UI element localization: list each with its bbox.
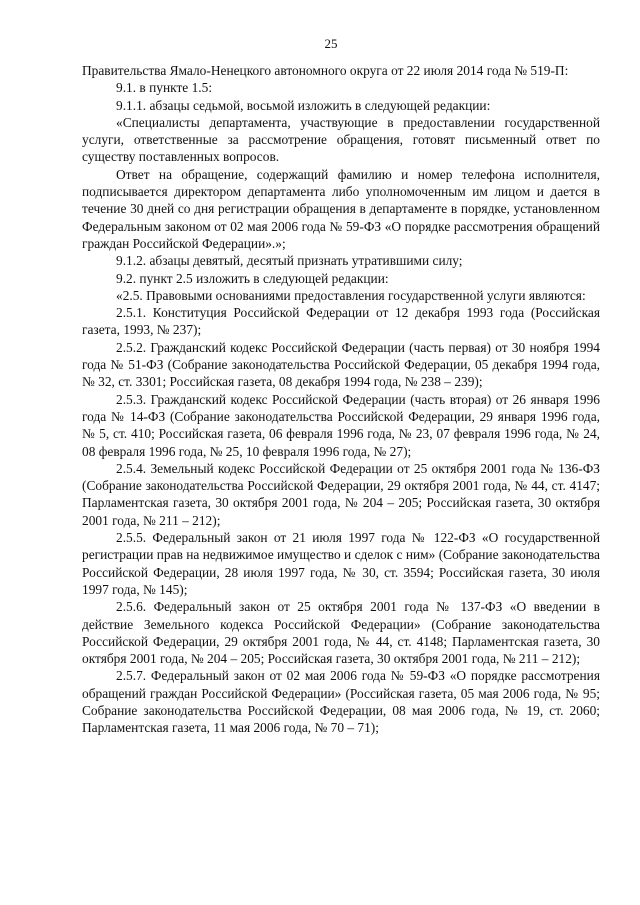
paragraph: 2.5.7. Федеральный закон от 02 мая 2006 года № 59-ФЗ «О порядке рассмотрения обращений граждан Российской Федерации» (Российская газета, 05 мая 2006 года, № 95; Собрание законодательства Российской Федерации, 08 мая 2006 года, № 19, ст. 2060; Парламентская газета, 11 мая 2006 года, № 70 – 71); <box>82 668 600 736</box>
paragraph: 9.1.1. абзацы седьмой, восьмой изложить в следующей редакции: <box>116 97 491 113</box>
paragraph: 9.2. пункт 2.5 изложить в следующей редакции: <box>116 270 389 286</box>
paragraph: 2.5.1. Конституция Российской Федерации от 12 декабря 1993 года (Российская газета, 1993, № 237); <box>82 305 600 338</box>
paragraph: 2.5.2. Гражданский кодекс Российской Федерации (часть первая) от 30 ноября 1994 года № 51-ФЗ (Собрание законодательства Российской Федерации, 05 декабря 1994 года, № 32, ст. 3301; Российская газета, 08 декабря 1994 года, № 238 – 239); <box>82 339 600 390</box>
paragraph: 9.1. в пункте 1.5: <box>116 80 213 96</box>
paragraph: Ответ на обращение, содержащий фамилию и номер телефона исполнителя, подписывается директором департамента либо уполномоченным им лицом и дается в течение 30 дней со дня регистрации обращения в департаменте в порядке, установленном Федеральным законом от 02 мая 2006 года № 59-ФЗ «О порядке рассмотрения обращений граждан Российской Федерации».»; <box>82 166 600 251</box>
paragraph: 2.5.6. Федеральный закон от 25 октября 2001 года № 137-ФЗ «О введении в действие Земельного кодекса Российской Федерации» (Собрание законодательства Российской Федерации, 29 октября 2001 года, № 44, ст. 4148; Парламентская газета, 30 октября 2001 года, № 204 – 205; Российская газета, 30 октября 2001 года, № 211 – 212); <box>82 599 600 667</box>
paragraph: «Специалисты департамента, участвующие в предоставлении государственной услуги, ответственные за рассмотрение обращения, готовят письменный ответ по существу поставленных вопросов. <box>82 114 600 165</box>
paragraph: 2.5.3. Гражданский кодекс Российской Федерации (часть вторая) от 26 января 1996 года № 14-ФЗ (Собрание законодательства Российской Федерации, 29 января 1996 года, № 5, ст. 410; Российская газета, 06 февраля 1996 года, № 23, 07 февраля 1996 года, № 24, 08 февраля 1996 года, № 25, 10 февраля 1996 года, № 27); <box>82 391 600 459</box>
paragraph: 9.1.2. абзацы девятый, десятый признать утратившими силу; <box>116 253 463 269</box>
paragraph: 2.5.4. Земельный кодекс Российской Федерации от 25 октября 2001 года № 136-ФЗ (Собрание законодательства Российской Федерации, 29 октября 2001 года, № 44, ст. 4147; Парламентская газета, 30 октября 2001 года, № 204 – 205; Российская газета, 30 октября 2001 года, № 211 – 212); <box>82 460 600 528</box>
paragraph: Правительства Ямало-Ненецкого автономного округа от 22 июля 2014 года № 519-П: <box>82 63 569 78</box>
document-body <box>82 62 600 737</box>
paragraph: «2.5. Правовыми основаниями предоставления государственной услуги являются: <box>116 287 586 303</box>
page-number: 25 <box>324 36 338 51</box>
paragraph: 2.5.5. Федеральный закон от 21 июля 1997 года № 122-ФЗ «О государственной регистрации прав на недвижимое имущество и сделок с ним» (Собрание законодательства Российской Федерации, 28 июля 1997 года, № 30, ст. 3594; Российская газета, 30 июля 1997 года, № 145); <box>82 530 600 597</box>
